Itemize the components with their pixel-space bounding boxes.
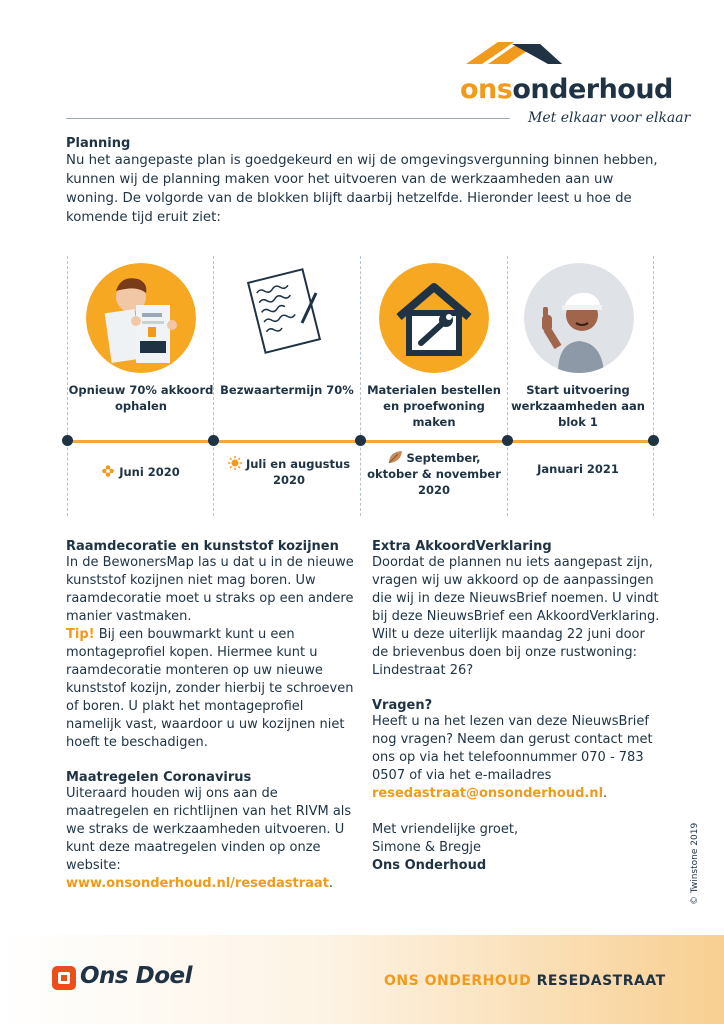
akkoordverklaring-title: Extra AkkoordVerklaring [372,539,552,554]
flower-icon [102,465,114,477]
timeline-divider [653,256,654,516]
akkoordverklaring-text: Doordat de plannen nu iets aangepast zijn, vragen wij uw akkoord op de aanpassingen die wij in deze NieuwsBrief noemen. U vindt bij deze NieuwsBrief een AkkoordVerklaring. Wilt u deze uiterlijk maandag 22 juni door de brievenbus doen bij onze rustwoning: Lindestraat 26? [372,555,660,678]
stage-label: Bezwaartermijn 70% [220,383,354,397]
planning-intro: Nu het aangepaste plan is goedgekeurd en wij de omgevingsvergunning binnen hebben, kunnen wij de planning maken voor het uitvoeren van de werkzaamheden aan uw woning. De volgorde van de blokken blijft daarbij hetzelfde. Hieronder leest u hoe de komende tijd eruit ziet: [66,153,658,225]
corona-text: Uiteraard houden wij ons aan de maatregelen en richtlijnen van het RIVM als we straks de werkzaamheden uitvoeren. U kunt deze maatregelen vinden op onze website: [66,786,352,873]
timeline-dot [502,435,513,446]
right-column [372,539,662,875]
header-divider [66,118,510,119]
stage-date [214,456,364,488]
leaf-icon [388,450,403,464]
stage-date-text: Juli en augustus 2020 [245,457,351,487]
stage-date [505,461,651,477]
timeline-dot [208,435,219,446]
stage-date-text: September, oktober & november 2020 [367,451,501,497]
footer-title-orange: ONS ONDERHOUD [384,973,532,989]
stage-label: Opnieuw 70% akkoord ophalen [68,383,214,413]
stage-date-text: Juni 2020 [119,465,180,479]
tip-text: Bij een bouwmarkt kunt u een montageprofiel kopen. Hiermee kunt u raamdecoratie monteren op uw nieuwe kunststof kozijn, zonder hierbij te schroeven of boren. U plakt het montageprofiel namelijk vast, waardoor u uw kozijnen niet hoeft te beschadigen. [66,627,354,750]
tagline: Met elkaar voor elkaar [528,110,691,126]
vragen-paragraph [372,713,662,803]
person-reading-illustration [86,263,196,373]
footer-title-navy: RESEDASTRAAT [536,973,666,989]
ons-doel-icon [52,966,76,990]
corona-paragraph [66,785,358,893]
left-column [66,539,358,893]
email-link[interactable]: resedastraat@onsonderhoud.nl [372,786,604,801]
planning-section [66,136,666,227]
timeline-dot [62,435,73,446]
house-roof-icon [458,38,578,78]
stage-date-text: Januari 2021 [537,462,619,476]
signing-document-illustration [232,263,342,373]
ons-doel-brand: Ons Doel [80,963,192,989]
tip-label: Tip! [66,627,95,642]
house-wrench-illustration [379,263,489,373]
email-end: . [603,786,608,801]
corona-end: . [328,876,334,891]
thumbs-up-worker-illustration [524,263,634,373]
stage-date [361,450,507,498]
planning-title: Planning [66,136,131,151]
signature-org: Ons Onderhoud [372,858,487,873]
timeline-dot [648,435,659,446]
logo-word-ons: ons [460,74,513,105]
stage-label: Start uitvoering werkzaamheden aan blok 1 [511,383,645,429]
greeting: Met vriendelijke groet, [372,822,519,837]
corona-title: Maatregelen Coronavirus [66,770,252,785]
raamdecoratie-text: In de BewonersMap las u dat u in de nieuwe kunststof kozijnen niet mag boren. Uw raamdecoratie moet u straks op een andere manier vastmaken. [66,555,354,624]
vragen-title: Vragen? [372,698,433,713]
tip-paragraph [66,626,358,752]
signature-names: Simone & Bregje [372,840,481,855]
raamdecoratie-title: Raamdecoratie en kunststof kozijnen [66,539,339,554]
stage-date [68,464,214,480]
footer-title [384,973,666,989]
timeline-dot [355,435,366,446]
vragen-text: Heeft u na het lezen van deze NieuwsBrief nog vragen? Neem dan gerust contact met ons op via het telefoonnummer 070 - 783 0507 of via het e-mailadres [372,714,653,783]
onsonderhoud-logo [458,38,691,138]
stage-label: Materialen bestellen en proefwoning maken [367,383,501,429]
logo-word-onderhoud: onderhoud [512,74,673,105]
sun-icon [228,456,242,470]
website-link[interactable]: www.onsonderhoud.nl/resedastraat [66,876,329,891]
copyright-note: © Twinstone 2019 [690,822,700,905]
